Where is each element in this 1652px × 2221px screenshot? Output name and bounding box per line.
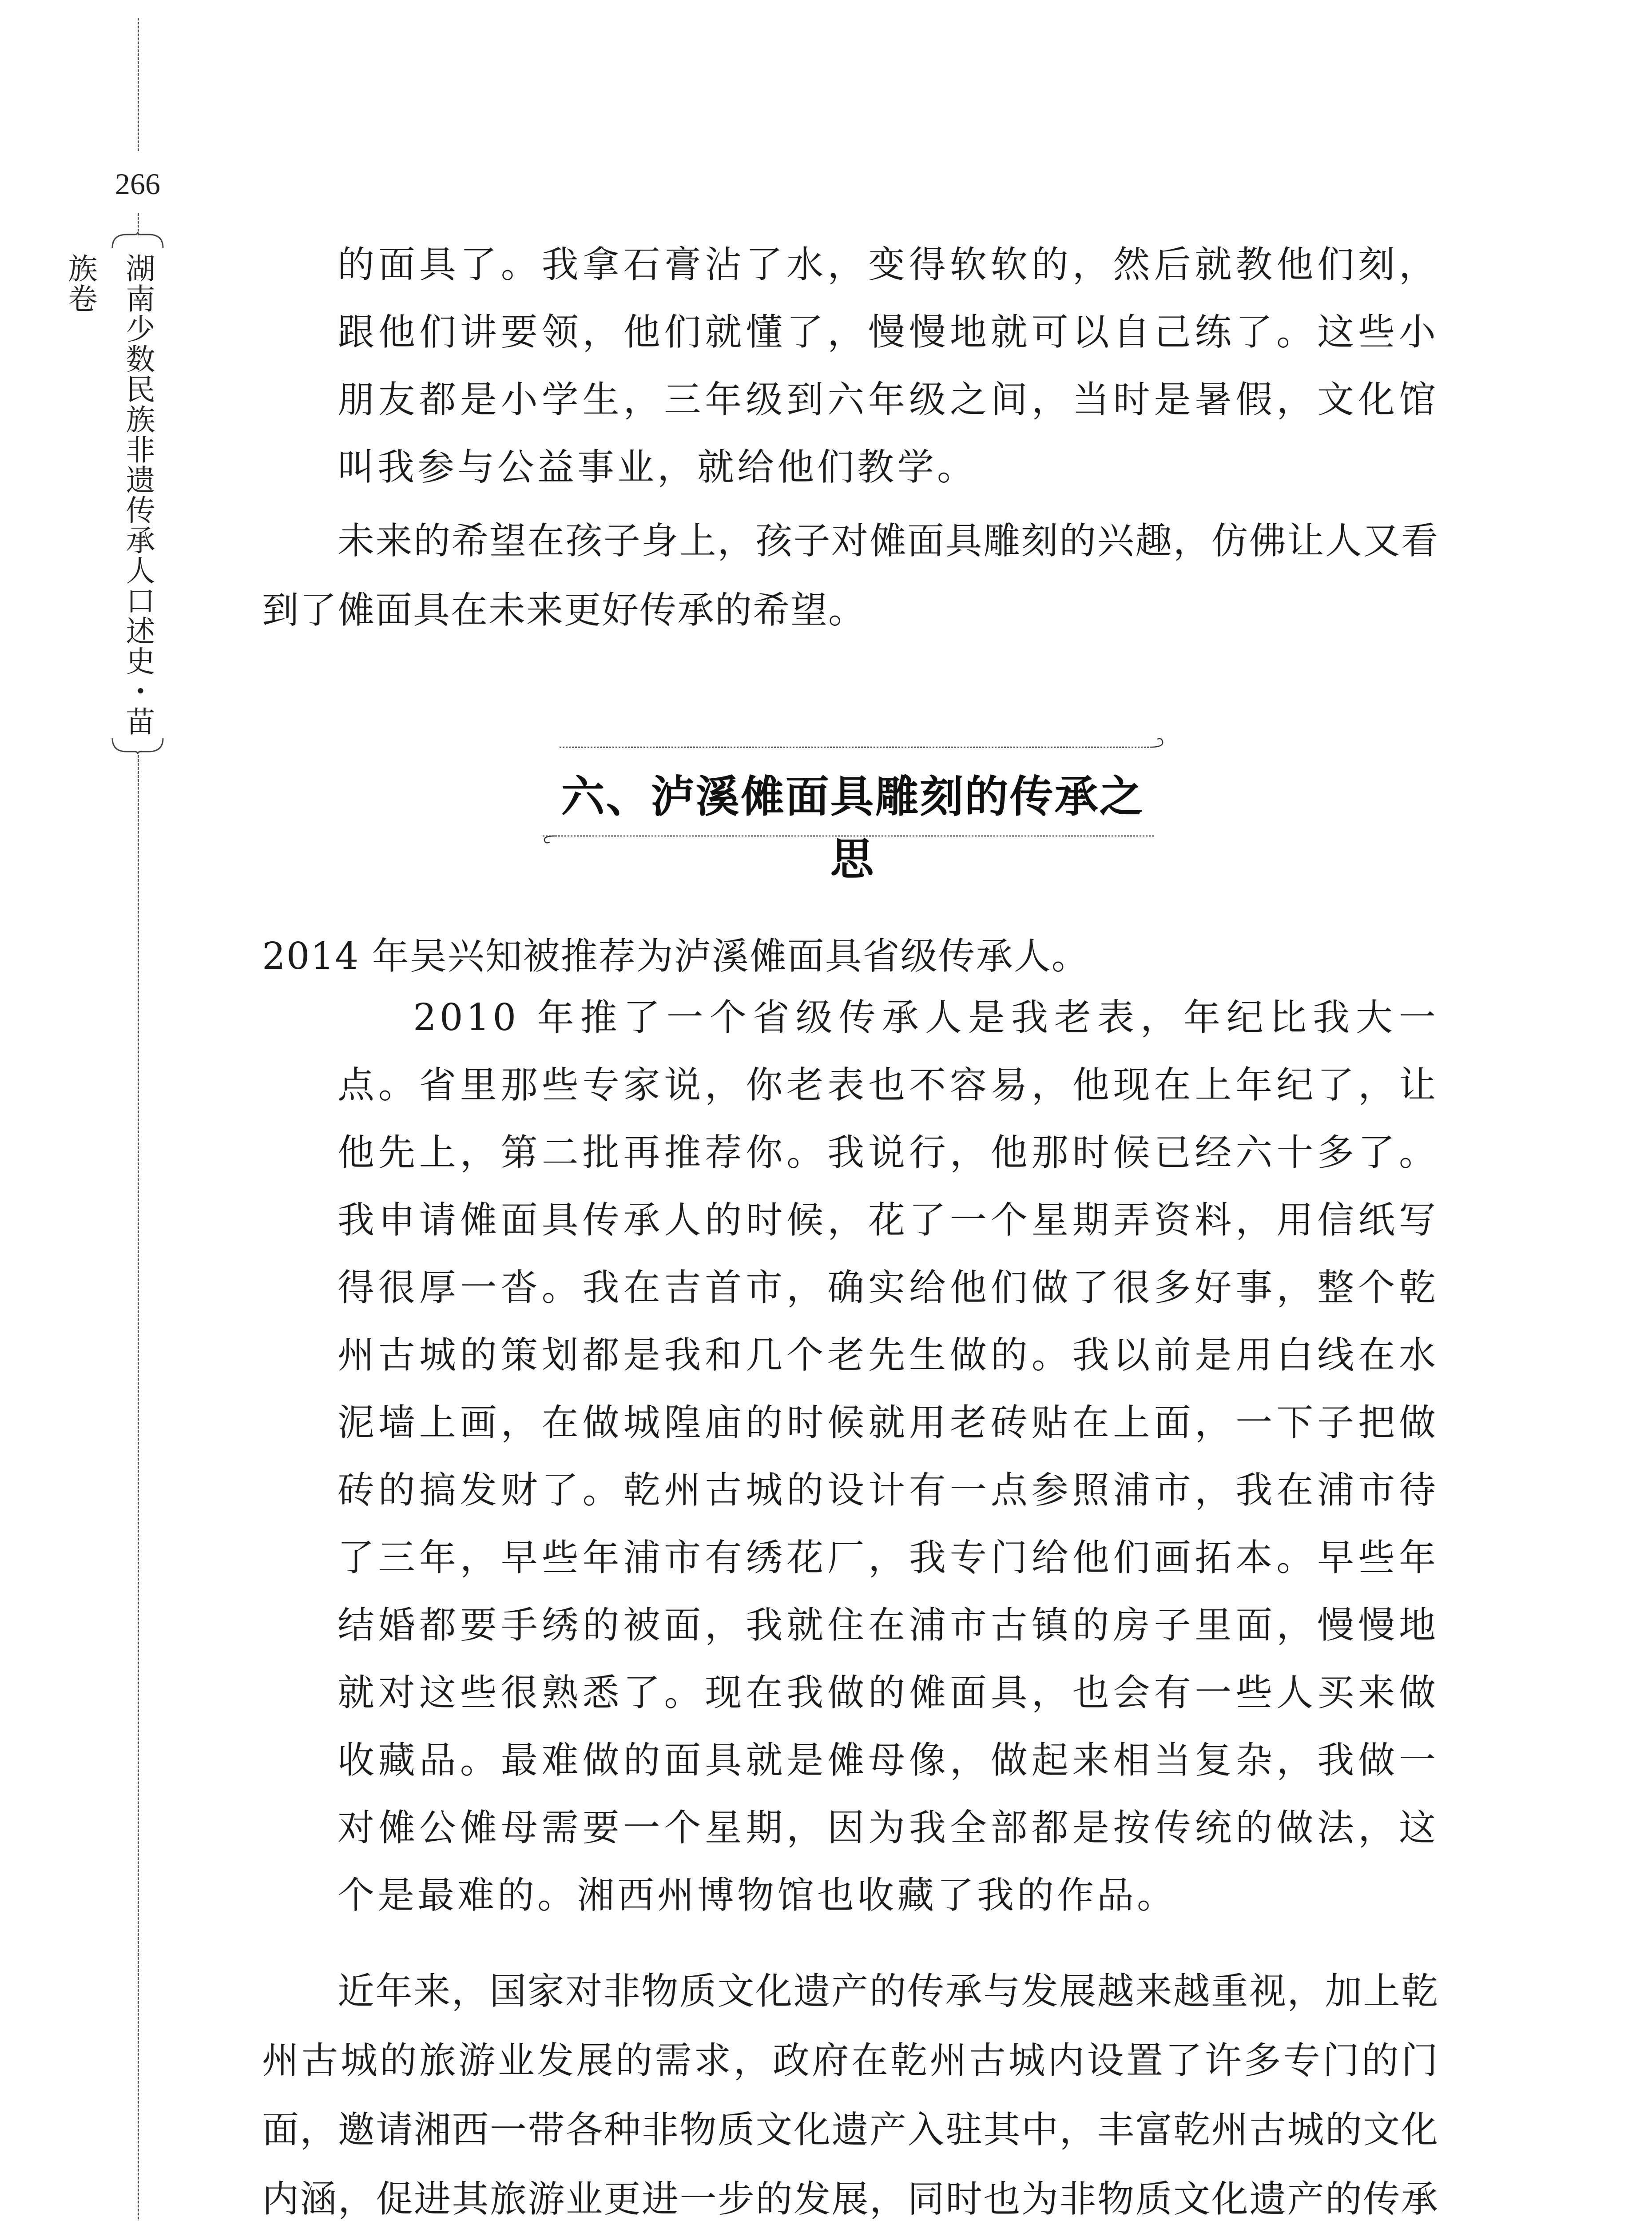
quote-paragraph-continued: 的面具了。我拿石膏沾了水，变得软软的，然后就教他们刻，跟他们讲要领，他们就懂了，慢慢地就可以自己练了。这些小朋友都是小学生，三年级到六年级之间，当时是暑假，文化馆叫我参与公益事业，就给他们教学。	[338, 243, 1439, 489]
margin-rule-bottom	[138, 755, 139, 2221]
section-heading	[542, 737, 1172, 885]
narrative-paragraph: 2014 年吴兴知被推荐为泸溪傩面具省级传承人。	[262, 935, 1089, 978]
quote-paragraph: 2010 年推了一个省级传承人是我老表，年纪比我大一点。省里那些专家说，你老表也不容易，他现在上年纪了，让他先上，第二批再推荐你。我说行，他那时候已经六十多了。我申请傩面具传承人的时候，花了一个星期弄资料，用信纸写得很厚一沓。我在吉首市，确实给他们做了很多好事，整个乾州古城的策划都是我和几个老先生做的。我以前是用白线在水泥墙上画，在做城隍庙的时候就用老砖贴在上面，一下子把做砖的搞发财了。乾州古城的设计有一点参照浦市，我在浦市待了三年，早些年浦市有绣花厂，我专门给他们画拓本。早些年结婚都要手绣的被面，我就住在浦市古镇的房子里面，慢慢地就对这些很熟悉了。现在我做的傩面具，也会有一些人买来做收藏品。最难做的面具就是傩母像，做起来相当复杂，我做一对傩公傩母需要一个星期，因为我全部都是按传统的做法，这个是最难的。湘西州博物馆也收藏了我的作品。	[338, 996, 1439, 1917]
page-number: 266	[115, 167, 160, 201]
narrative-paragraph: 未来的希望在孩子身上，孩子对傩面具雕刻的兴趣，仿佛让人又看到了傩面具在未来更好传承的希望。	[262, 519, 1439, 632]
running-head-bracket-top	[109, 231, 167, 249]
running-head-title: 湖南少数民族非遗传承人口述史・苗族卷	[63, 253, 155, 736]
running-head-bracket-bottom	[109, 737, 167, 755]
narrative-paragraph: 近年来，国家对非物质文化遗产的传承与发展越来越重视，加上乾州古城的旅游业发展的需求，政府在乾州古城内设置了许多专门的门面，邀请湘西一带各种非物质文化遗产入驻其中，丰富乾州古城的文化内涵，促进其旅游业更进一步的发展，同时也为非物质文化遗产的传承	[262, 1970, 1439, 2221]
section-heading-title: 六、泸溪傩面具雕刻的传承之思	[561, 772, 1144, 885]
running-head	[63, 231, 167, 755]
margin-rule-top	[138, 18, 139, 151]
